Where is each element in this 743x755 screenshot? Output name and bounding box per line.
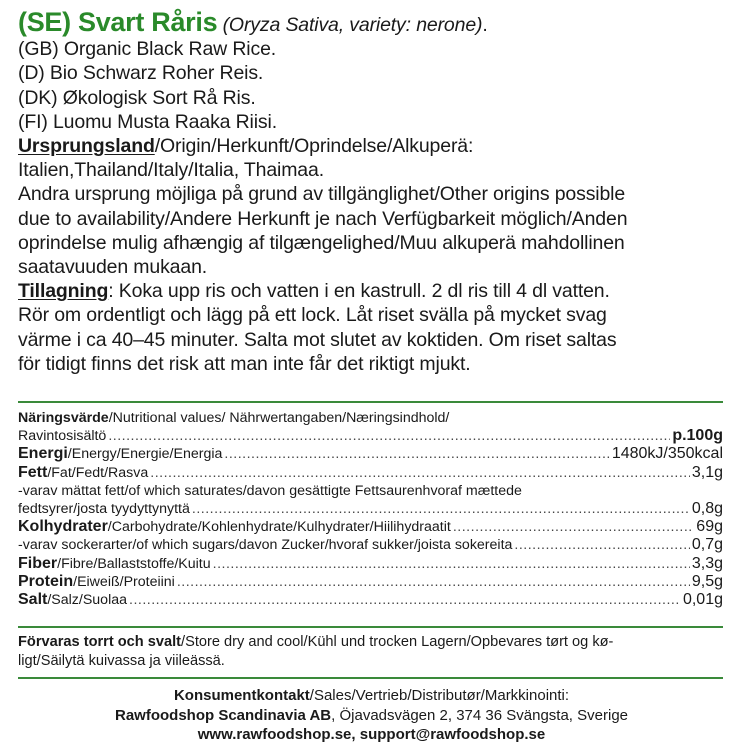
per-100g: p.100g [672, 427, 723, 445]
divider-middle [18, 626, 723, 628]
dot-leader [108, 427, 670, 445]
nutrient-value: 1480kJ/350kcal [611, 445, 723, 463]
nutrition-row-fat [18, 464, 723, 482]
contact-label-rest: /Sales/Vertrieb/Distributør/Markkinointi: [309, 687, 570, 704]
nutrient-translations: /Energy/Energie/Energia [67, 446, 223, 463]
nutrient-translations: fedtsyrer/josta tyydyttynyttä [18, 501, 190, 518]
translation-dk: (DK) Økologisk Sort Rå Ris. [18, 86, 256, 109]
dot-leader [453, 518, 694, 536]
nutrient-value: 9,5g [691, 572, 723, 590]
nutrition-header [18, 409, 723, 427]
nutrient-name: Salt [18, 591, 48, 609]
origin-note-1: Andra ursprung möjliga på grund av tillgänglighet/Other origins possible [18, 183, 626, 206]
nutrition-row-sugars [18, 536, 723, 554]
dot-leader [150, 464, 690, 482]
nutrient-translations: -varav mättat fett/of which saturates/davon gesättigte Fettsaurenhvoraf mættede [18, 482, 522, 499]
nutrient-translations: /Salz/Suolaa [47, 592, 128, 609]
nutrition-row-saturates [18, 500, 723, 518]
nutrient-value: 69g [696, 518, 723, 536]
divider-top [18, 401, 723, 403]
nutrient-value: 0,7g [691, 536, 723, 554]
origin-note-4: saatavuuden mukaan. [18, 256, 208, 279]
nutrition-header-line2: Ravintosisältö [18, 428, 107, 445]
latin-name: (Oryza Sativa, variety: nerone) [222, 14, 483, 36]
nutrient-value: 0,8g [691, 500, 723, 518]
nutrient-name: Protein [18, 572, 74, 590]
origin-countries: Italien,Thailand/Italy/Italia, Thaimaa. [18, 159, 324, 182]
nutrient-translations: /Carbohydrate/Kohlenhydrate/Kulhydrater/Hiilihydraatit [107, 519, 451, 536]
dot-leader [213, 555, 690, 573]
nutrient-name: Fett [18, 463, 48, 481]
contact-label: Konsumentkontakt [173, 687, 310, 704]
origin-note-2: due to availability/Andere Herkunft je nach Verfügbarkeit möglich/Anden [18, 207, 628, 230]
contact-separator: , [351, 726, 360, 743]
origin-note-3: oprindelse mulig afhængig af tilgængelighed/Muu alkuperä mahdollinen [18, 231, 625, 254]
title-period: . [482, 14, 488, 36]
nutrition-row-carbohydrate [18, 518, 723, 536]
nutrient-value: 0,01g [682, 591, 723, 609]
translation-de: (D) Bio Schwarz Roher Reis. [18, 62, 264, 85]
storage-rest: /Store dry and cool/Kühl und trocken Lagern/Opbevares tørt og kø- [181, 634, 614, 650]
nutrient-value: 3,3g [691, 554, 723, 572]
preparation-line-3: värme i ca 40–45 minuter. Salta mot slutet av koktiden. Om riset saltas [18, 328, 617, 351]
product-description [18, 7, 730, 376]
nutrient-translations: /Fibre/Ballaststoffe/Kuitu [57, 555, 211, 572]
storage-instructions [18, 633, 723, 671]
nutrition-row-salt [18, 591, 723, 609]
origin-label-rest: /Origin/Herkunft/Oprindelse/Alkuperä: [154, 135, 474, 158]
nutrition-per-row [18, 427, 723, 445]
email-link[interactable]: support@rawfoodshop.se [359, 726, 546, 743]
preparation-label: Tillagning [18, 280, 109, 303]
nutrition-table [18, 409, 723, 609]
nutrition-header-label: Näringsvärde [18, 410, 109, 426]
preparation-first-line: : Koka upp ris och vatten i en kastrull. 2 dl ris till 4 dl vatten. [108, 280, 610, 303]
divider-bottom [18, 677, 723, 679]
storage-line-2: ligt/Säilytä kuivassa ja viileässä. [18, 653, 225, 669]
nutrient-translations: /Fat/Fedt/Rasva [47, 464, 149, 481]
origin-label: Ursprungsland [18, 135, 155, 158]
nutrient-name: Fiber [18, 554, 58, 572]
nutrient-translations: /Eiweiß/Proteiini [73, 573, 175, 590]
nutrient-name: Energi [18, 445, 68, 463]
dot-leader [224, 445, 609, 463]
title-line [18, 7, 730, 37]
dot-leader [514, 536, 689, 554]
company-address: , Öjavadsvägen 2, 374 36 Svängsta, Sverige [331, 706, 628, 724]
nutrient-value: 3,1g [691, 463, 723, 481]
dot-leader [192, 500, 690, 518]
nutrition-row-protein [18, 573, 723, 591]
translation-fi: (FI) Luomu Musta Raaka Riisi. [18, 110, 277, 133]
nutrient-translations: -varav sockerarter/of which sugars/davon Zucker/hvoraf sukker/joista sokereita [18, 537, 513, 554]
company-name: Rawfoodshop Scandinavia AB [115, 706, 332, 724]
nutrition-row-saturates-line1 [18, 482, 723, 500]
nutrition-header-rest: /Nutritional values/ Nährwertangaben/Næringsindhold/ [108, 410, 450, 426]
origin-heading [18, 134, 730, 158]
preparation-heading [18, 279, 730, 303]
storage-label: Förvaras torrt och svalt [18, 634, 182, 650]
translation-gb: (GB) Organic Black Raw Rice. [18, 38, 277, 61]
dot-leader [177, 573, 690, 591]
consumer-contact [0, 686, 743, 745]
nutrition-row-energy [18, 445, 723, 463]
dot-leader [129, 591, 681, 609]
product-title: (SE) Svart Råris [18, 7, 218, 37]
preparation-line-4: för tidigt finns det risk att man inte får det riktigt mjukt. [18, 352, 471, 375]
preparation-line-2: Rör om ordentligt och lägg på ett lock. Låt riset svälla på mycket svag [18, 304, 607, 327]
nutrition-row-fibre [18, 555, 723, 573]
nutrient-name: Kolhydrater [18, 518, 108, 536]
website-link[interactable]: www.rawfoodshop.se [197, 726, 352, 743]
